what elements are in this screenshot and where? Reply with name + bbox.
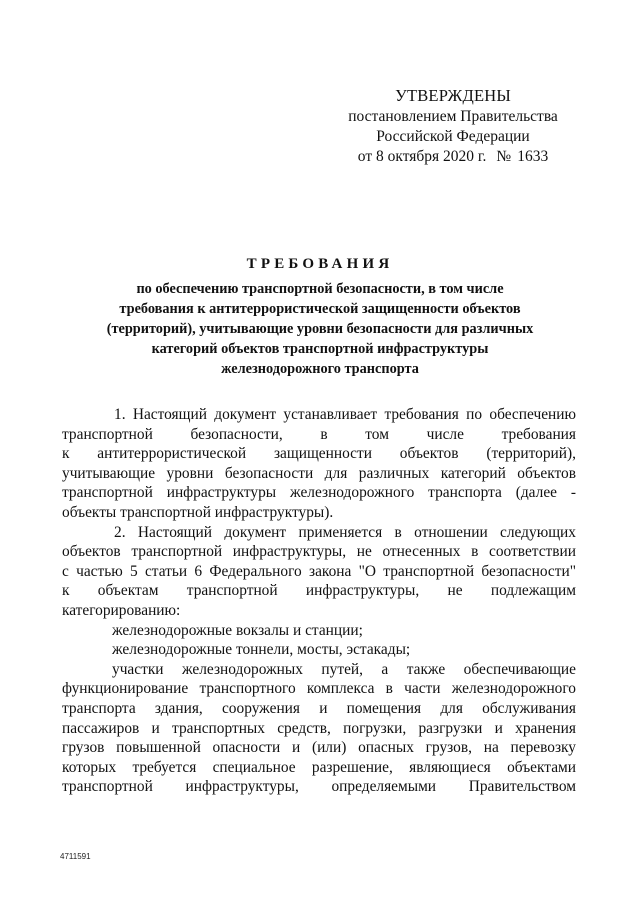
list-item: железнодорожные вокзалы и станции; xyxy=(112,621,363,639)
approval-line-1: постановлением Правительства xyxy=(348,108,558,125)
paragraph-1-line: транспортной инфраструктуры железнодорожного транспорта (далее - xyxy=(62,484,576,502)
document-number: 4711591 xyxy=(60,852,91,861)
paragraph-1-line: 1. Настоящий документ устанавливает требования по обеспечению xyxy=(114,406,576,423)
list-item: железнодорожные тоннели, мосты, эстакады; xyxy=(112,641,411,659)
document-body xyxy=(62,405,576,797)
approval-date-line xyxy=(330,147,576,167)
paragraph-2-line: объектов транспортной инфраструктуры, не отнесенных в соответствии xyxy=(62,543,576,561)
list-item-line: которых требуется специальное разрешение, являющиеся объектами xyxy=(62,758,576,776)
paragraph-2-line: с частью 5 статьи 6 Федерального закона "О транспортной безопасности" xyxy=(62,562,576,580)
approval-line-2: Российской Федерации xyxy=(376,128,530,145)
list-item-line: грузов повышенной опасности и (или) опасных грузов, на перевозку xyxy=(62,739,576,757)
paragraph-2-line: к объектам транспортной инфраструктуры, не подлежащим xyxy=(62,582,576,600)
subtitle-line: по обеспечению транспортной безопасности, в том числе xyxy=(136,281,504,297)
approval-date: от 8 октября 2020 г. xyxy=(357,148,487,165)
paragraph-1-line: к антитеррористической защищенности объектов (территорий), xyxy=(62,445,576,463)
paragraph-1-line: транспортной безопасности, в том числе требования xyxy=(62,425,576,443)
subtitle-line: (территорий), учитывающие уровни безопасности для различных xyxy=(106,321,534,337)
approved-heading: УТВЕРЖДЕНЫ xyxy=(395,86,511,105)
number-sign: № xyxy=(496,148,512,165)
list-item-line: транспортной инфраструктуры, определяемыми Правительством xyxy=(62,778,576,796)
paragraph-2-line: 2. Настоящий документ применяется в отношении следующих xyxy=(114,523,576,541)
subtitle-line: железнодорожного транспорта xyxy=(221,361,419,377)
document-subtitle xyxy=(78,279,562,379)
list-item: участки железнодорожных путей, а также обеспечивающие xyxy=(112,660,576,678)
paragraph-1-line: объекты транспортной инфраструктуры). xyxy=(62,503,334,521)
approval-number: 1633 xyxy=(517,148,549,165)
list-item-line: функционирование транспортного комплекса в части железнодорожного xyxy=(62,680,576,698)
list-item-line: пассажиров и транспортных средств, погрузки, разгрузки и хранения xyxy=(62,719,576,737)
approval-stamp xyxy=(330,86,576,167)
list-item-line: транспорта здания, сооружения и помещения для обслуживания xyxy=(62,699,576,717)
paragraph-2-line: категорированию: xyxy=(62,601,181,619)
subtitle-line: категорий объектов транспортной инфраструктуры xyxy=(151,341,489,357)
paragraph-1-line: учитывающие уровни безопасности для различных категорий объектов xyxy=(62,464,576,482)
subtitle-line: требования к антитеррористической защищенности объектов xyxy=(119,301,521,317)
document-title: ТРЕБОВАНИЯ xyxy=(246,256,394,272)
